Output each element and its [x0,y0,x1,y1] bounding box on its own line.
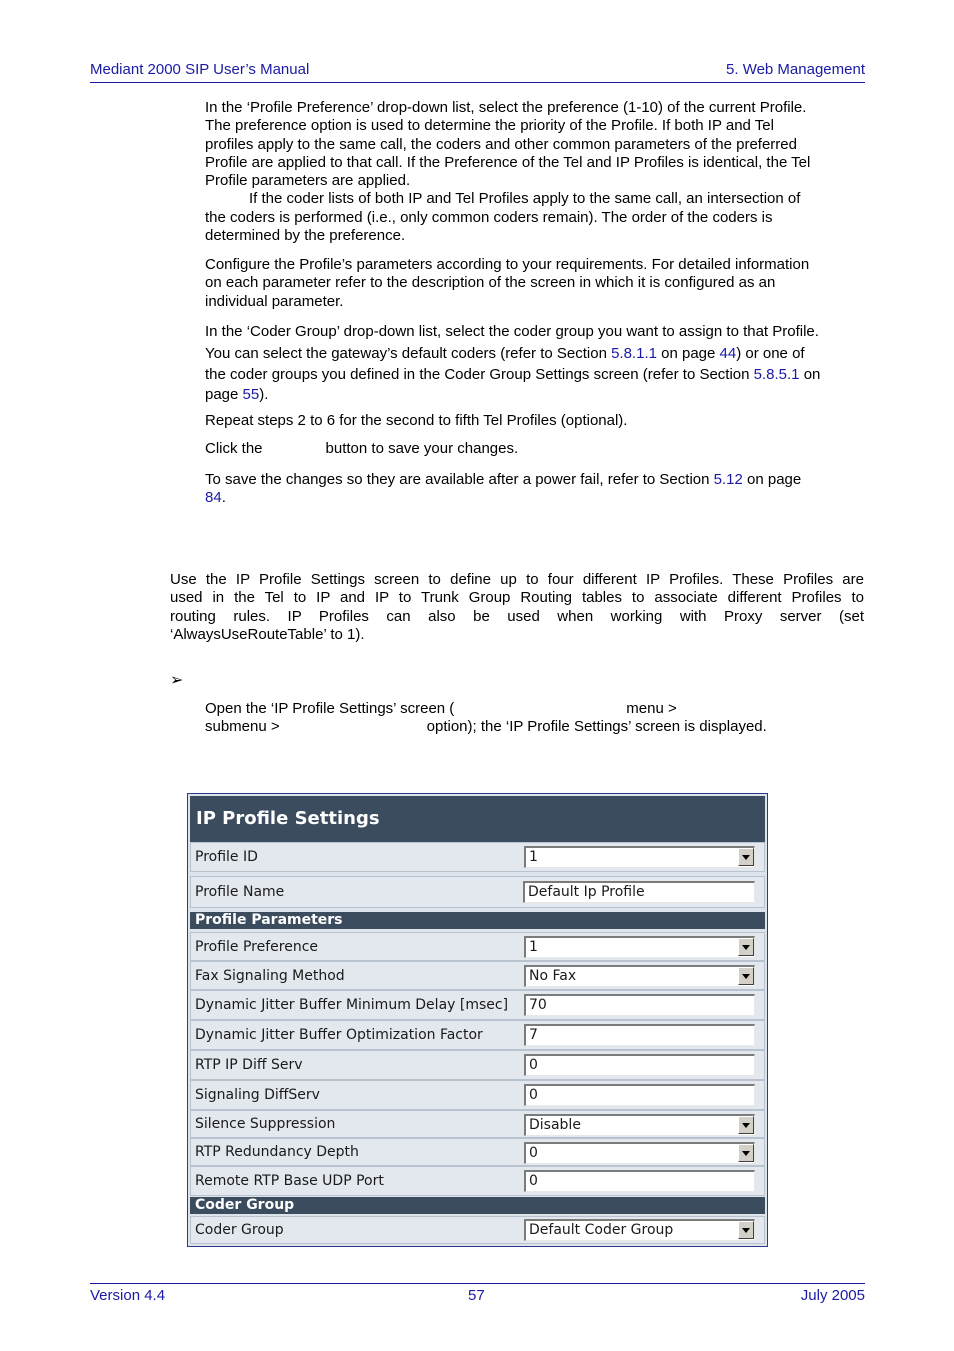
rtp-redundancy-select[interactable] [524,1142,755,1164]
text-span: ) or one of [736,344,805,362]
param-label: Fax Signaling Method [195,967,345,984]
ip-profile-settings-screen [187,793,768,1247]
select-value: 1 [529,939,538,955]
text-line: Use the IP Profile Settings screen to define up to four different IP Profiles. These Profiles are [170,571,864,588]
text-span: on [799,366,821,383]
profile-id-row [190,842,765,872]
param-label: Silence Suppression [195,1116,336,1132]
chevron-down-icon[interactable] [738,1221,754,1239]
profile-id-label: Profile ID [195,849,258,865]
jitter-optimization-row [190,1020,765,1050]
fax-signaling-row [190,961,765,990]
text-span: Click the [205,440,263,457]
step-profile-preference [205,99,810,245]
param-label: RTP Redundancy Depth [195,1144,359,1160]
text-span: menu > [626,700,677,717]
chevron-down-icon[interactable] [738,1144,754,1162]
text-span: To save the changes so they are available after a power fail, refer to Section [205,471,714,488]
coder-group-label: Coder Group [195,1222,284,1238]
select-value: Disable [529,1117,581,1133]
jitter-min-delay-input[interactable]: 70 [524,994,755,1016]
profile-name-input[interactable]: Default Ip Profile [523,881,755,903]
text-line: individual parameter. [205,292,344,310]
header-title: Mediant 2000 SIP User’s Manual [90,61,310,78]
step-save-changes [205,471,801,508]
section-link[interactable]: 5.12 [713,471,743,488]
text-span: You can select the gateway’s default coders (refer to Section [205,344,612,362]
section-link[interactable]: 5.8.5.1 [753,366,800,383]
profile-name-label: Profile Name [195,884,285,900]
text-line: on each parameter refer to the description of the screen in which it is configured as an [205,274,776,292]
step-configure-parameters [205,256,809,311]
text-line: Profile are applied to that call. If the Preference of the Tel and IP Profiles is identical, the Tel [205,153,811,171]
text-span: on page [656,344,720,362]
text-line [205,489,801,507]
footer-version: Version 4.4 [90,1287,166,1304]
note-line: the coders is performed (i.e., only common coders remain). The order of the coders is [205,208,773,226]
text-line: profiles apply to the same call, the coders and other common parameters of the preferred [205,135,797,153]
text-span: on page [742,471,802,488]
text-line: The preference option is used to determine the priority of the Profile. If both IP and Tel [205,117,774,135]
text-span: button to save your changes. [325,440,519,457]
text-span: submenu > [205,718,280,736]
text-line [205,386,820,404]
jitter-optimization-input[interactable]: 7 [524,1024,755,1046]
text-span: . [221,489,226,507]
rtp-ip-diffserv-row [190,1050,765,1080]
page-link[interactable]: 84 [205,489,222,507]
intro-paragraph [170,571,864,644]
chevron-down-icon[interactable] [738,967,754,985]
text-span: the coder groups you defined in the Coder Group Settings screen (refer to Section [205,366,754,383]
page-number: 57 [468,1287,485,1304]
profile-name-row [190,876,765,908]
param-label: RTP IP Diff Serv [195,1057,303,1073]
silence-suppression-row [190,1110,765,1138]
text-line [205,364,820,386]
page-header [90,61,865,83]
text-line: routing rules. IP Profiles can also be used when working with Proxy server (set [170,607,864,625]
remote-rtp-port-row [190,1166,765,1196]
text-line: In the ‘Profile Preference’ drop-down list, select the preference (1-10) of the current Profile. [205,99,807,116]
text-line: ‘AlwaysUseRouteTable’ to 1). [170,625,365,643]
signaling-diffserv-input[interactable]: 0 [524,1084,755,1106]
remote-rtp-port-input[interactable]: 0 [524,1170,755,1192]
chevron-down-icon[interactable] [738,1116,754,1134]
text-line: used in the Tel to IP and IP to Trunk Group Routing tables to associate different Profiles to [170,589,864,607]
step-coder-group [205,321,820,404]
header-section: 5. Web Management [726,61,865,78]
param-label: Remote RTP Base UDP Port [195,1173,384,1189]
text-span: Open the ‘IP Profile Settings’ screen ( [205,700,455,717]
page-link[interactable]: 55 [242,385,260,403]
step-repeat: Repeat steps 2 to 6 for the second to fifth Tel Profiles (optional). [205,412,628,429]
screen-title: IP Profile Settings [190,796,765,842]
procedure-step [205,700,767,737]
text-line [205,471,801,489]
footer-date: July 2005 [800,1287,865,1304]
arrow-bullet-icon: ➢ [170,672,184,689]
page-link[interactable]: 44 [719,344,737,362]
signaling-diffserv-row [190,1080,765,1110]
text-line: In the ‘Coder Group’ drop-down list, select the coder group you want to assign to that Profile. [205,323,819,340]
chevron-down-icon[interactable] [738,938,754,956]
jitter-min-delay-row [190,990,765,1020]
param-label: Signaling DiffServ [195,1087,320,1103]
text-line: Profile parameters are applied. [205,172,411,190]
page-footer [90,1283,865,1304]
note-line: determined by the preference. [205,227,406,245]
note-line: If the coder lists of both IP and Tel Profiles apply to the same call, an intersection of [249,190,801,208]
section-link[interactable]: 5.8.1.1 [611,344,657,362]
param-label: Profile Preference [195,938,319,955]
select-value: No Fax [529,968,577,984]
param-label: Dynamic Jitter Buffer Optimization Factor [195,1027,483,1043]
profile-id-select[interactable] [524,846,755,868]
section-coder-group: Coder Group [190,1197,765,1214]
text-line [205,700,767,718]
fax-signaling-select[interactable] [524,965,755,987]
coder-group-select[interactable] [524,1219,755,1241]
text-line [205,343,820,365]
select-value: 0 [529,1145,538,1161]
section-profile-parameters: Profile Parameters [190,912,765,929]
text-span: page [205,385,243,403]
profile-preference-select[interactable] [524,936,755,958]
text-span: option); the ‘IP Profile Settings’ screen is displayed. [426,718,767,736]
rtp-redundancy-row [190,1138,765,1166]
param-label: Dynamic Jitter Buffer Minimum Delay [msec] [195,997,509,1013]
silence-suppression-select[interactable] [524,1114,755,1136]
coder-group-row [190,1216,765,1244]
step-submit [205,440,518,458]
profile-preference-row [190,932,765,961]
text-span: ). [259,385,269,403]
profile-id-value: 1 [529,849,538,865]
select-value: Default Coder Group [529,1222,674,1238]
rtp-ip-diffserv-input[interactable]: 0 [524,1054,755,1076]
chevron-down-icon[interactable] [738,848,754,866]
text-line [205,718,767,736]
text-line: Configure the Profile’s parameters according to your requirements. For detailed information [205,256,810,273]
